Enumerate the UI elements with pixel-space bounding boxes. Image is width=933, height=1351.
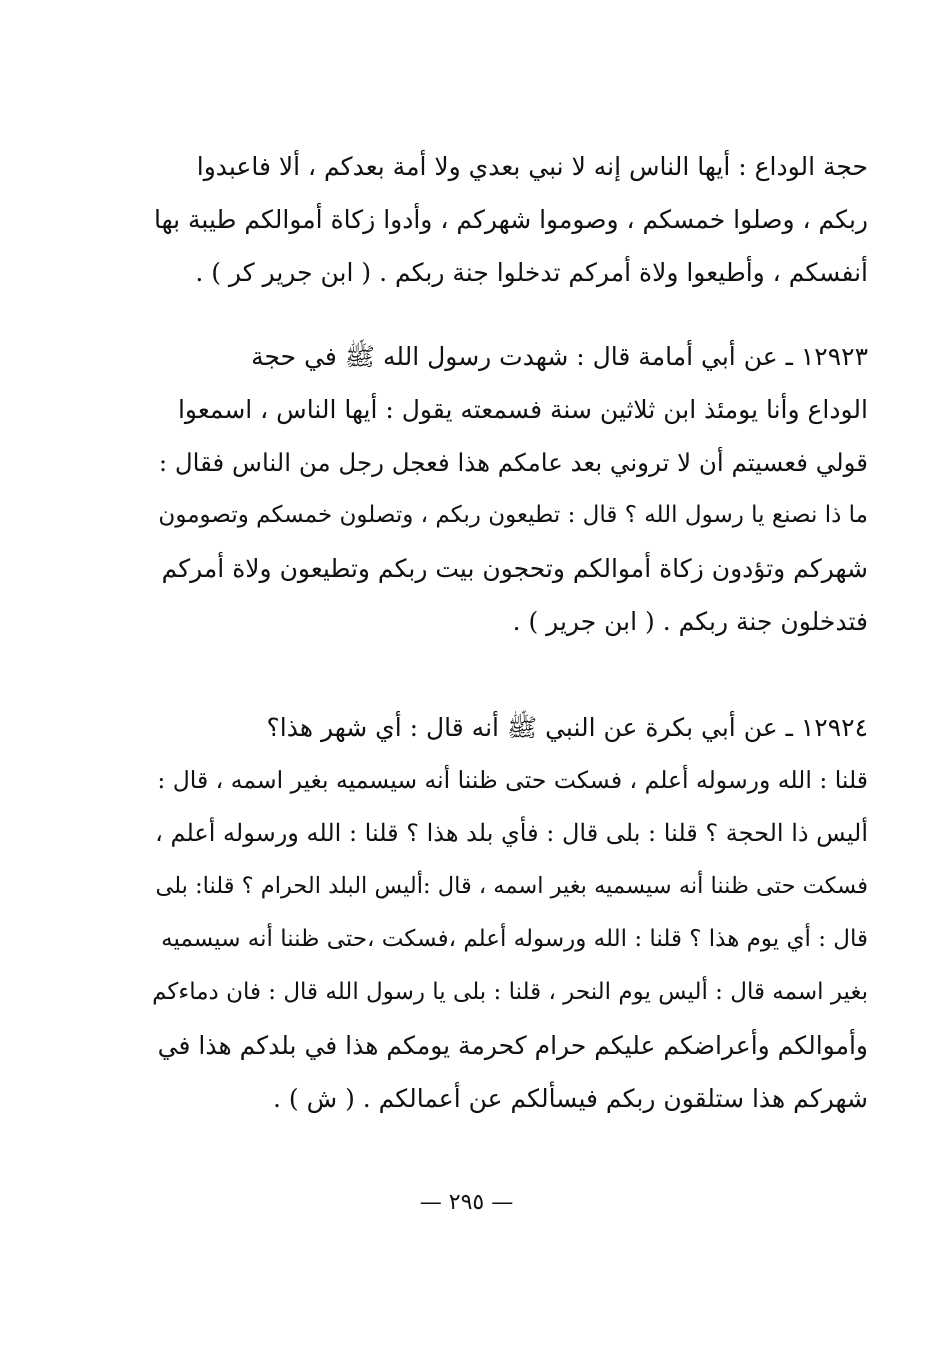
paragraph-hadith-continuation — [150, 140, 868, 299]
text-line: شهركم وتؤدون زكاة أموالكم وتحجون بيت ربكم وتطيعون ولاة أمركم — [161, 554, 868, 583]
text-line: الوداع وأنا يومئذ ابن ثلاثين سنة فسمعته يقول : أيها الناس ، اسمعوا — [177, 395, 868, 424]
paragraph-hadith-12924 — [150, 701, 868, 1125]
text-line: شهركم هذا ستلقون ربكم فيسألكم عن أعمالكم . ( ش ) . — [273, 1084, 868, 1113]
text-line: أنفسكم ، وأطيعوا ولاة أمركم تدخلوا جنة ربكم . ( ابن جرير كر ) . — [195, 258, 868, 287]
text-line: أليس ذا الحجة ؟ قلنا : بلى قال : فأي بلد هذا ؟ قلنا : الله ورسوله أعلم ، — [155, 819, 868, 847]
paragraph-hadith-12923 — [150, 330, 868, 648]
text-line: ربكم ، وصلوا خمسكم ، وصوموا شهركم ، وأدوا زكاة أموالكم طيبة بها — [153, 205, 868, 234]
text-line: ١٢٩٢٣ ـ عن أبي أمامة قال : شهدت رسول الله ﷺ في حجة — [251, 342, 868, 371]
text-line: قولي فعسيتم أن لا تروني بعد عامكم هذا فعجل رجل من الناس فقال : — [158, 448, 868, 477]
text-line: قال : أي يوم هذا ؟ قلنا : الله ورسوله أعلم ،فسكت ،حتى ظننا أنه سيسميه — [161, 926, 868, 952]
text-line: بغير اسمه قال : أليس يوم النحر ، قلنا : بلى يا رسول الله قال : فان دماءكم — [152, 979, 868, 1005]
text-line: قلنا : الله ورسوله أعلم ، فسكت حتى ظننا أنه سيسميه بغير اسمه ، قال : — [157, 766, 868, 794]
text-line: فسكت حتى ظننا أنه سيسميه بغير اسمه ، قال :أليس البلد الحرام ؟ قلنا: بلى — [155, 873, 868, 899]
text-line: فتدخلون جنة ربكم . ( ابن جرير ) . — [512, 607, 868, 636]
text-line: حجة الوداع : أيها الناس إنه لا نبي بعدي ولا أمة بعدكم ، ألا فاعبدوا — [196, 152, 868, 181]
text-line: وأموالكم وأعراضكم عليكم حرام كحرمة يومكم هذا في بلدكم هذا في — [157, 1031, 868, 1060]
text-line: ما ذا نصنع يا رسول الله ؟ قال : تطيعون ربكم ، وتصلون خمسكم وتصومون — [158, 502, 868, 528]
page-number: — ٢٩٥ — — [419, 1190, 514, 1215]
text-line: ١٢٩٢٤ ـ عن أبي بكرة عن النبي ﷺ أنه قال : أي شهر هذا؟ — [266, 713, 868, 742]
